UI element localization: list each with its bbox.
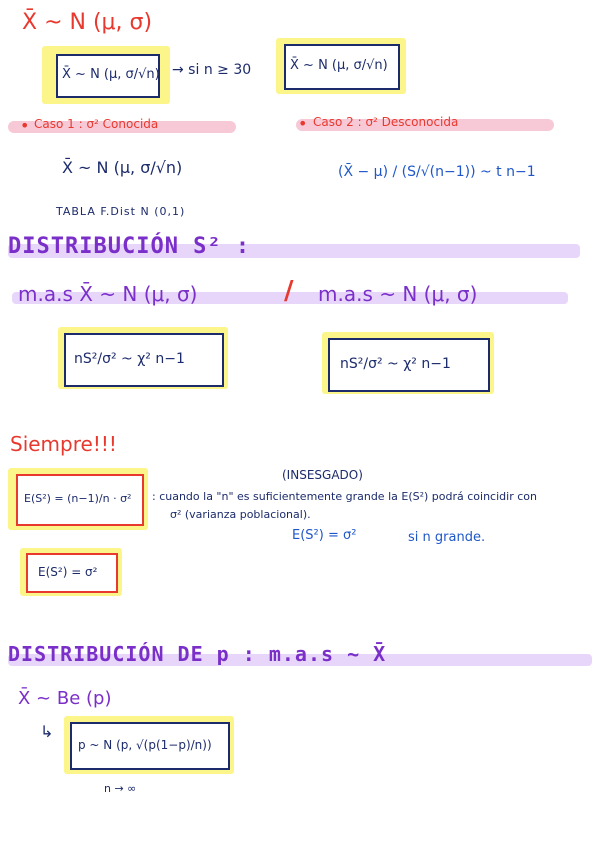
caso1-bullet: • <box>20 116 30 135</box>
sample-mean-distribution: X̄ ~ N (μ, σ) <box>22 10 153 35</box>
formula-es2-text: E(S²) = σ² <box>38 565 98 579</box>
formula-s2-left-text: nS²/σ² ~ χ² n−1 <box>74 351 185 367</box>
note-line-2: σ² (varianza poblacional). <box>170 508 311 521</box>
dist-s2-title: DISTRIBUCIÓN S² : <box>8 234 251 259</box>
caso1-formula: X̄ ~ N (μ, σ/√n) <box>62 158 183 177</box>
formula-box-es2 <box>26 553 118 593</box>
bernoulli-line: X̄ ~ Be (p) <box>18 688 112 709</box>
caso1-label: Caso 1 : σ² Conocida <box>34 117 159 131</box>
siempre-title: Siempre!!! <box>10 432 117 456</box>
note-line-1: : cuando la "n" es suficientemente grande la E(S²) podrá coincidir con <box>152 490 537 503</box>
hook-arrow: ↳ <box>40 722 54 741</box>
slash-divider: / <box>284 276 294 306</box>
formula-box-s2-left <box>64 333 224 387</box>
formula-expectation-text: E(S²) = (n−1)/n · σ² <box>24 492 132 505</box>
formula-box-2-text: X̄ ~ N (μ, σ/√n) <box>290 58 388 73</box>
caso2-bullet: • <box>298 114 308 133</box>
n-to-infinity: n → ∞ <box>104 782 137 795</box>
formula-box-expectation <box>16 474 144 526</box>
insesgado-label: (INSESGADO) <box>282 468 363 482</box>
formula-box-2 <box>284 44 400 90</box>
mas-right: m.a.s ~ N (μ, σ) <box>318 282 478 306</box>
formula-box-1 <box>56 54 160 98</box>
condition-large-n: → si n ≥ 30 <box>172 62 252 78</box>
formula-box-s2-right <box>328 338 490 392</box>
es2-equals-sigma: E(S²) = σ² <box>292 528 357 543</box>
formula-p-text: p ~ N (p, √(p(1−p)/n)) <box>78 738 212 752</box>
si-n-grande: si n grande. <box>408 530 486 545</box>
formula-box-p <box>70 722 230 770</box>
formula-box-1-text: X̄ ~ N (μ, σ/√n) <box>62 67 160 82</box>
table-note: TABLA F.Dist N (0,1) <box>56 205 186 218</box>
mas-left: m.a.s X̄ ~ N (μ, σ) <box>18 282 198 306</box>
dist-p-title: DISTRIBUCIÓN DE p : m.a.s ~ X̄ <box>8 642 387 666</box>
caso2-formula: (X̄ − μ) / (S/√(n−1)) ~ t n−1 <box>338 164 536 180</box>
caso2-label: Caso 2 : σ² Desconocida <box>313 115 459 129</box>
formula-s2-right-text: nS²/σ² ~ χ² n−1 <box>340 356 451 372</box>
